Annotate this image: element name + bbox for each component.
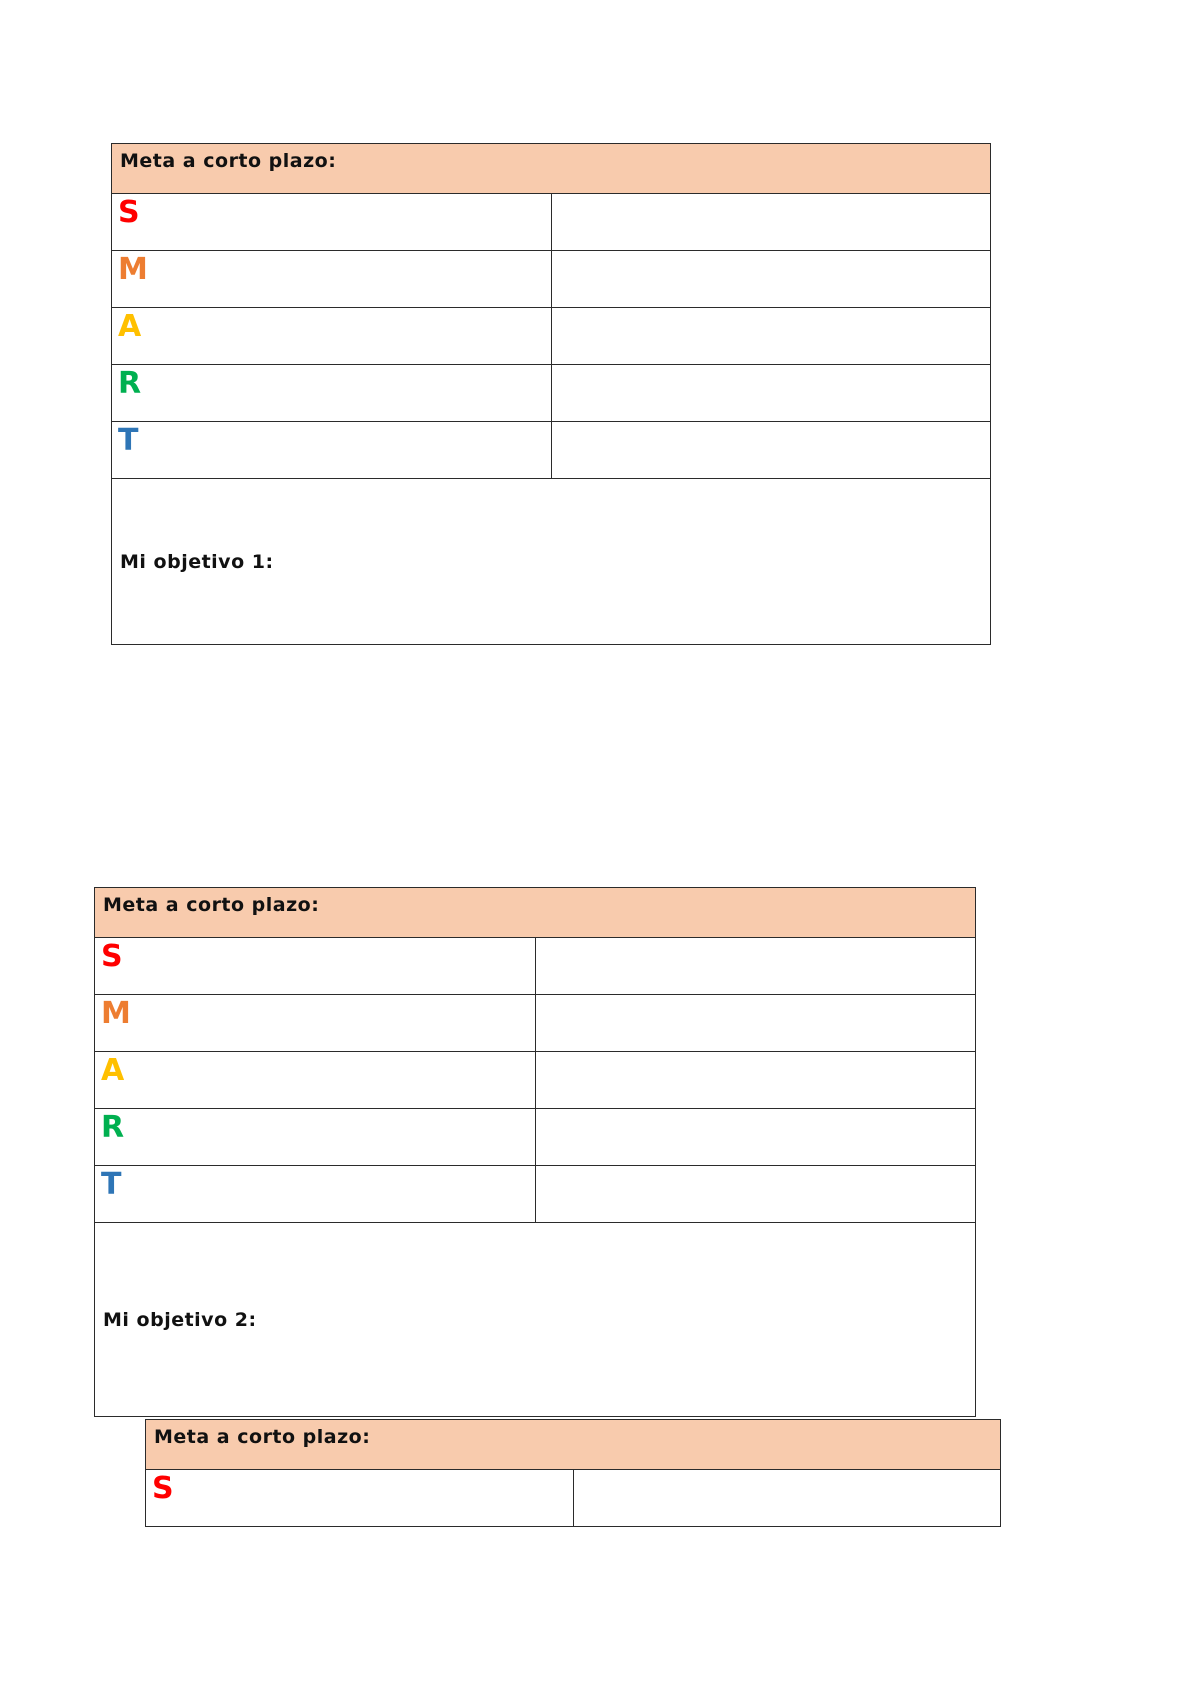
goal-header-cell[interactable] bbox=[146, 1420, 1001, 1470]
smart-letter-cell-a bbox=[112, 308, 552, 365]
smart-letter-cell-a bbox=[95, 1052, 536, 1109]
measurable-answer-cell[interactable] bbox=[535, 995, 976, 1052]
objective-label: Mi objetivo 2: bbox=[103, 1308, 257, 1331]
goal-header-label: Meta a corto plazo: bbox=[103, 894, 320, 916]
achievable-answer-cell[interactable] bbox=[535, 1052, 976, 1109]
smart-letter-cell-t bbox=[95, 1166, 536, 1223]
smart-letter-r: R bbox=[101, 1110, 125, 1145]
smart-letter-m: M bbox=[101, 996, 131, 1031]
goal-header-label: Meta a corto plazo: bbox=[120, 150, 337, 172]
goal-header-label: Meta a corto plazo: bbox=[154, 1426, 371, 1448]
objective-label: Mi objetivo 1: bbox=[120, 550, 274, 573]
specific-answer-cell[interactable] bbox=[573, 1470, 1001, 1527]
time-bound-answer-cell[interactable] bbox=[551, 422, 991, 479]
smart-letter-a: A bbox=[101, 1053, 125, 1088]
smart-letter-r: R bbox=[118, 366, 142, 401]
achievable-answer-cell[interactable] bbox=[551, 308, 991, 365]
goal-header-cell[interactable] bbox=[112, 144, 991, 194]
smart-letter-cell-m bbox=[95, 995, 536, 1052]
smart-letter-s: S bbox=[118, 195, 140, 230]
smart-letter-cell-s bbox=[95, 938, 536, 995]
smart-letter-m: M bbox=[118, 252, 148, 287]
smart-letter-s: S bbox=[152, 1471, 174, 1506]
smart-goal-table-1 bbox=[111, 143, 991, 645]
objective-cell[interactable] bbox=[112, 479, 991, 645]
smart-letter-cell-m bbox=[112, 251, 552, 308]
objective-cell[interactable] bbox=[95, 1223, 976, 1417]
smart-letter-cell-r bbox=[112, 365, 552, 422]
goal-header-cell[interactable] bbox=[95, 888, 976, 938]
time-bound-answer-cell[interactable] bbox=[535, 1166, 976, 1223]
smart-goal-table-2 bbox=[94, 887, 976, 1417]
smart-goal-table-3 bbox=[145, 1419, 1001, 1527]
measurable-answer-cell[interactable] bbox=[551, 251, 991, 308]
smart-letter-s: S bbox=[101, 939, 123, 974]
relevant-answer-cell[interactable] bbox=[551, 365, 991, 422]
smart-letter-cell-s bbox=[112, 194, 552, 251]
relevant-answer-cell[interactable] bbox=[535, 1109, 976, 1166]
smart-letter-a: A bbox=[118, 309, 142, 344]
smart-letter-cell-s bbox=[146, 1470, 574, 1527]
smart-letter-t: T bbox=[118, 423, 139, 458]
specific-answer-cell[interactable] bbox=[535, 938, 976, 995]
smart-letter-cell-t bbox=[112, 422, 552, 479]
smart-letter-cell-r bbox=[95, 1109, 536, 1166]
specific-answer-cell[interactable] bbox=[551, 194, 991, 251]
smart-letter-t: T bbox=[101, 1167, 122, 1202]
